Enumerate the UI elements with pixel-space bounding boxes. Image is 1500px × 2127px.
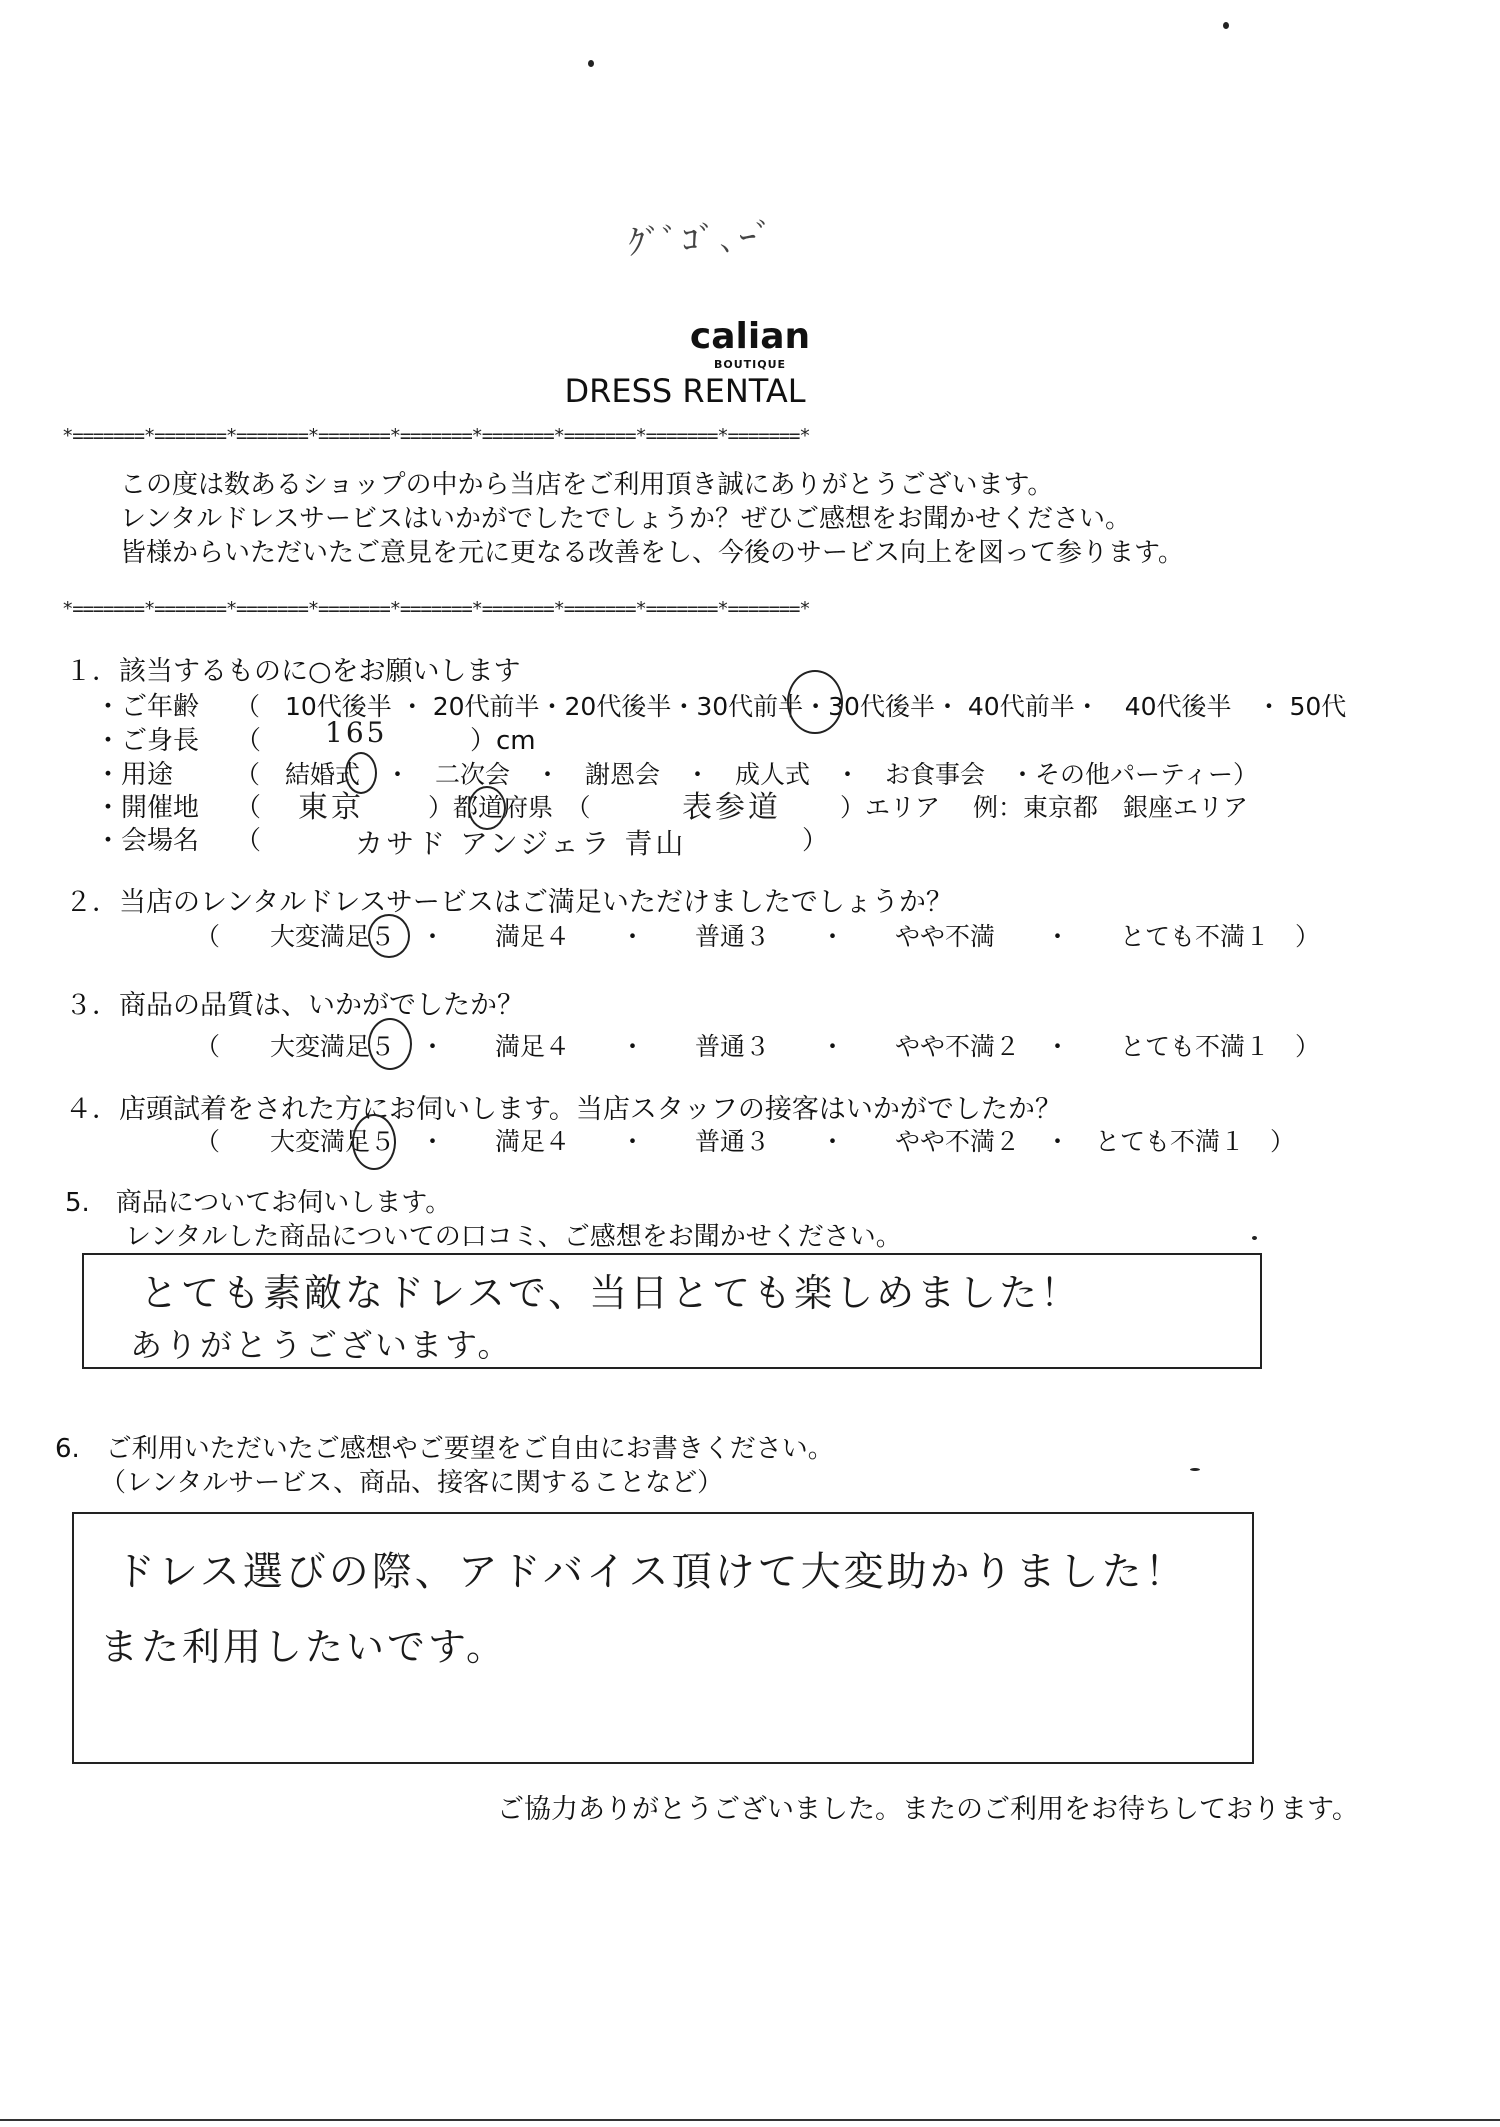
scan-speck (1223, 22, 1229, 29)
separator-top: *=======*=======*=======*=======*=======*=======*=======*=======*=======* (62, 425, 810, 447)
age-options: （ 10代後半 ・ 20代前半・20代後半・30代前半・30代後半・ 40代前半・ 40代後半 ・ 50代 (235, 692, 1347, 721)
q2-options: （ 大変満足５ ・ 満足４ ・ 普通３ ・ やや不満 ・ とても不満１ ） (195, 922, 1321, 951)
height-value: 165 (325, 716, 388, 749)
q5-answer-line-1: とても素敵なドレスで、当日とても楽しめました！ (140, 1271, 1082, 1315)
q4-title: ４．店頭試着をされた方にお伺いします。当店スタッフの接客はいかがでしたか？ (65, 1094, 1062, 1125)
scan-bottom-edge (0, 2119, 1500, 2121)
q6-subtitle: （レンタルサービス、商品、接客に関することなど） (100, 1468, 724, 1498)
q2-title: ２．当店のレンタルドレスサービスはご満足いただけましたでしょうか？ (65, 887, 953, 918)
intro-line-1: この度は数あるショップの中から当店をご利用頂き誠にありがとうございます。 (120, 470, 1054, 500)
hall-open: （ (235, 826, 262, 856)
height-label: ・ご身長 (95, 726, 200, 756)
brand-sub: BOUTIQUE (713, 358, 787, 371)
height-open: （ (235, 726, 262, 756)
q5-title: 5. 商品についてお伺いします。 (65, 1188, 452, 1218)
intro-line-2: レンタルドレスサービスはいかがでしたでしょうか？ぜひご感想をお聞かせください。 (120, 504, 1132, 534)
age-label: ・ご年齢 (95, 692, 200, 722)
q6-title: 6. ご利用いただいたご感想やご要望をご自由にお書きください。 (55, 1434, 834, 1464)
venue-label: ・開催地 (95, 793, 200, 823)
q5-subtitle: レンタルした商品についての口コミ、ご感想をお聞かせください。 (125, 1222, 902, 1252)
q5-answer-line-2: ありがとうございます。 (130, 1326, 513, 1364)
hall-close: ） (802, 826, 829, 856)
q3-title: ３．商品の品質は、いかがでしたか？ (65, 990, 524, 1021)
q4-options: （ 大変満足５ ・ 満足４ ・ 普通３ ・ やや不満２ ・ とても不満１ ） (195, 1127, 1296, 1156)
intro-line-3: 皆様からいただいたご意見を元に更なる改善をし、今後のサービス向上を図って参ります。 (120, 538, 1184, 568)
purpose-label: ・用途 (95, 760, 174, 790)
scan-speck (588, 60, 594, 67)
venue-prefecture-value: 東京 (298, 790, 364, 825)
separator-bottom: *=======*=======*=======*=======*=======*=======*=======*=======*=======* (62, 598, 810, 620)
venue-open: （ (235, 793, 262, 823)
header-scribble: ｸﾞﾞｺﾞ､ｰﾞ (627, 216, 778, 264)
age-selection-circle (787, 670, 843, 734)
q1-title: １．該当するものに○をお願いします (65, 656, 521, 687)
q3-selection-circle (368, 1018, 412, 1070)
venue-prefecture-suffix: ）都道府県 （ (428, 793, 591, 822)
venue-area-value: 表参道 (682, 790, 781, 825)
purpose-options: （ 結婚式 ・ 二次会 ・ 謝恩会 ・ 成人式 ・ お食事会 ・その他パーティー） (235, 760, 1259, 789)
q6-answer-line-2: また利用したいです。 (100, 1625, 507, 1669)
venue-area-suffix: ）エリア 例：東京都 銀座エリア (840, 793, 1248, 822)
brand-logo: calian (689, 316, 811, 357)
footer-thanks: ご協力ありがとうございました。またのご利用をお待ちしております。 (497, 1794, 1359, 1825)
hall-label: ・会場名 (95, 826, 200, 856)
q2-selection-circle (368, 914, 410, 958)
dress-rental-title: DRESS RENTAL (564, 372, 806, 410)
hall-value: カサド アンジェラ 青山 (355, 827, 687, 860)
scan-speck (1190, 1468, 1200, 1471)
q4-selection-circle (352, 1114, 396, 1170)
scan-speck (1252, 1236, 1257, 1240)
q6-answer-line-1: ドレス選びの際、アドバイス頂けて大変助かりました！ (115, 1549, 1188, 1595)
q3-options: （ 大変満足５ ・ 満足４ ・ 普通３ ・ やや不満２ ・ とても不満１ ） (195, 1032, 1321, 1061)
height-unit: ）cm (470, 726, 536, 756)
